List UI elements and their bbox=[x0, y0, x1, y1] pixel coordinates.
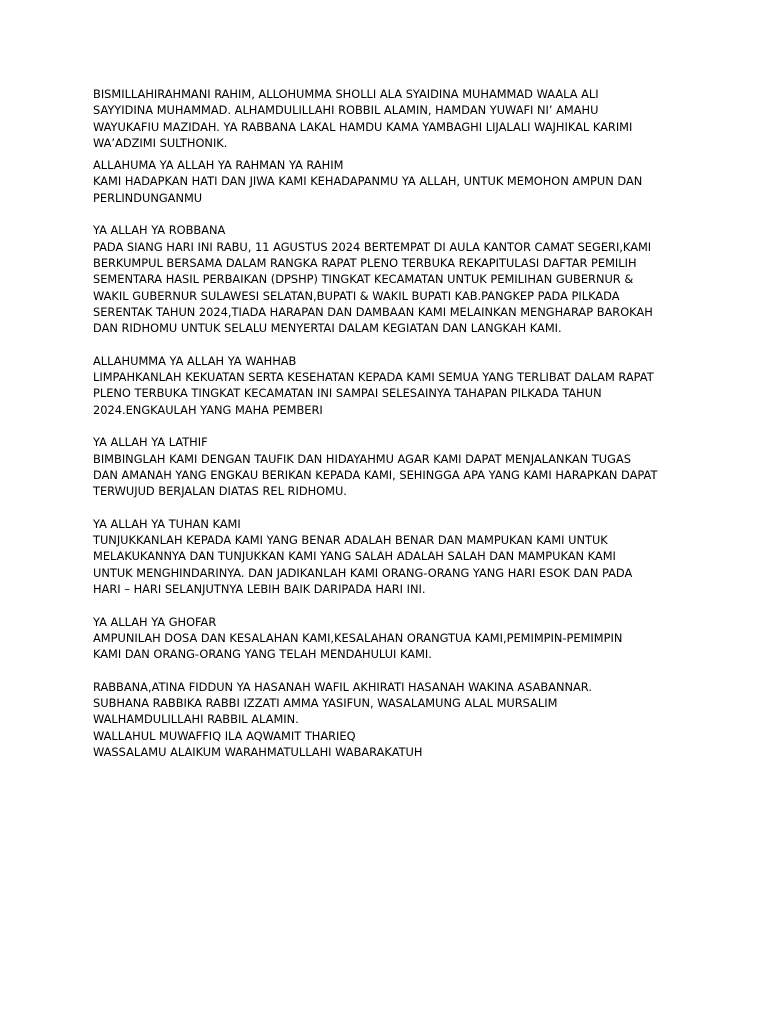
closing-line: SUBHANA RABBIKA RABBI IZZATI AMMA YASIFUN, WASALAMUNG ALAL MURSALIM bbox=[93, 695, 558, 710]
section-line: DAN AMANAH YANG ENGKAU BERIKAN KEPADA KAMI, SEHINGGA APA YANG KAMI HARAPKAN DAPAT bbox=[93, 467, 658, 482]
document-body bbox=[93, 86, 693, 760]
closing-line: WALLAHUL MUWAFFIQ ILA AQWAMIT THARIEQ bbox=[93, 728, 356, 743]
section-line: DAN RIDHOMU UNTUK SELALU MENYERTAI DALAM KEGIATAN DAN LANGKAH KAMI. bbox=[93, 321, 562, 336]
section-line: KAMI DAN ORANG-ORANG YANG TELAH MENDAHULUI KAMI. bbox=[93, 647, 432, 662]
section-line: TUNJUKKANLAH KEPADA KAMI YANG BENAR ADALAH BENAR DAN MAMPUKAN KAMI UNTUK bbox=[93, 533, 608, 548]
prayer-section-ya-rahman bbox=[93, 157, 693, 206]
section-line: SEMENTARA HASIL PERBAIKAN (DPSHP) TINGKAT KECAMATAN UNTUK PEMILIHAN GUBERNUR & bbox=[93, 272, 634, 287]
section-heading: YA ALLAH YA ROBBANA bbox=[93, 223, 226, 238]
section-line: BIMBINGLAH KAMI DENGAN TAUFIK DAN HIDAYAHMU AGAR KAMI DAPAT MENJALANKAN TUGAS bbox=[93, 451, 631, 466]
prayer-section-ya-tuhan-kami bbox=[93, 516, 693, 597]
section-line: TERWUJUD BERJALAN DIATAS REL RIDHOMU. bbox=[93, 484, 347, 499]
section-line: HARI – HARI SELANJUTNYA LEBIH BAIK DARIPADA HARI INI. bbox=[93, 581, 426, 596]
prayer-section-ya-wahhab bbox=[93, 353, 693, 418]
section-heading: ALLAHUMA YA ALLAH YA RAHMAN YA RAHIM bbox=[93, 158, 344, 173]
section-line: UNTUK MENGHINDARINYA. DAN JADIKANLAH KAMI ORANG-ORANG YANG HARI ESOK DAN PADA bbox=[93, 565, 633, 580]
section-heading: YA ALLAH YA LATHIF bbox=[93, 435, 208, 450]
section-line: MELAKUKANNYA DAN TUNJUKKAN KAMI YANG SALAH ADALAH SALAH DAN MAMPUKAN KAMI bbox=[93, 549, 616, 564]
section-heading: YA ALLAH YA TUHAN KAMI bbox=[93, 516, 241, 531]
closing-line: RABBANA,ATINA FIDDUN YA HASANAH WAFIL AKHIRATI HASANAH WAKINA ASABANNAR. bbox=[93, 679, 592, 694]
section-line: WAKIL GUBERNUR SULAWESI SELATAN,BUPATI & WAKIL BUPATI KAB.PANGKEP PADA PILKADA bbox=[93, 288, 620, 303]
closing-line: WASSALAMU ALAIKUM WARAHMATULLAHI WABARAKATUH bbox=[93, 744, 423, 759]
section-line: PLENO TERBUKA TINGKAT KECAMATAN INI SAMPAI SELESAINYA TAHAPAN PILKADA TAHUN bbox=[93, 386, 602, 401]
section-heading: YA ALLAH YA GHOFAR bbox=[93, 614, 217, 629]
section-line: BERKUMPUL BERSAMA DALAM RANGKA RAPAT PLENO TERBUKA REKAPITULASI DAFTAR PEMILIH bbox=[93, 255, 637, 270]
section-line: KAMI HADAPKAN HATI DAN JIWA KAMI KEHADAPANMU YA ALLAH, UNTUK MEMOHON AMPUN DAN bbox=[93, 174, 643, 189]
closing-paragraph bbox=[93, 679, 693, 760]
prayer-section-ya-ghofar bbox=[93, 614, 693, 663]
opening-line: BISMILLAHIRAHMANI RAHIM, ALLOHUMMA SHOLLI ALA SYAIDINA MUHAMMAD WAALA ALI bbox=[93, 87, 599, 101]
section-heading: ALLAHUMMA YA ALLAH YA WAHHAB bbox=[93, 353, 297, 368]
section-line: PERLINDUNGANMU bbox=[93, 190, 203, 205]
prayer-section-ya-lathif bbox=[93, 434, 693, 499]
section-line: SERENTAK TAHUN 2024,TIADA HARAPAN DAN DAMBAAN KAMI MELAINKAN MENGHARAP BAROKAH bbox=[93, 304, 653, 319]
section-line: AMPUNILAH DOSA DAN KESALAHAN KAMI,KESALAHAN ORANGTUA KAMI,PEMIMPIN-PEMIMPIN bbox=[93, 630, 623, 645]
opening-line: SAYYIDINA MUHAMMAD. ALHAMDULILLAHI ROBBIL ALAMIN, HAMDAN YUWAFI NI’ AMAHU bbox=[93, 103, 599, 118]
section-line: LIMPAHKANLAH KEKUATAN SERTA KESEHATAN KEPADA KAMI SEMUA YANG TERLIBAT DALAM RAPAT bbox=[93, 370, 654, 385]
section-line: PADA SIANG HARI INI RABU, 11 AGUSTUS 2024 BERTEMPAT DI AULA KANTOR CAMAT SEGERI,KAMI bbox=[93, 239, 652, 254]
prayer-section-ya-robbana bbox=[93, 222, 693, 336]
opening-line: WA’ADZIMI SULTHONIK. bbox=[93, 135, 228, 150]
opening-paragraph bbox=[93, 86, 693, 151]
section-line: 2024.ENGKAULAH YANG MAHA PEMBERI bbox=[93, 402, 323, 417]
closing-line: WALHAMDULILLAHI RABBIL ALAMIN. bbox=[93, 712, 299, 727]
opening-line: WAYUKAFIU MAZIDAH. YA RABBANA LAKAL HAMDU KAMA YAMBAGHI LIJALALI WAJHIKAL KARIMI bbox=[93, 119, 633, 134]
